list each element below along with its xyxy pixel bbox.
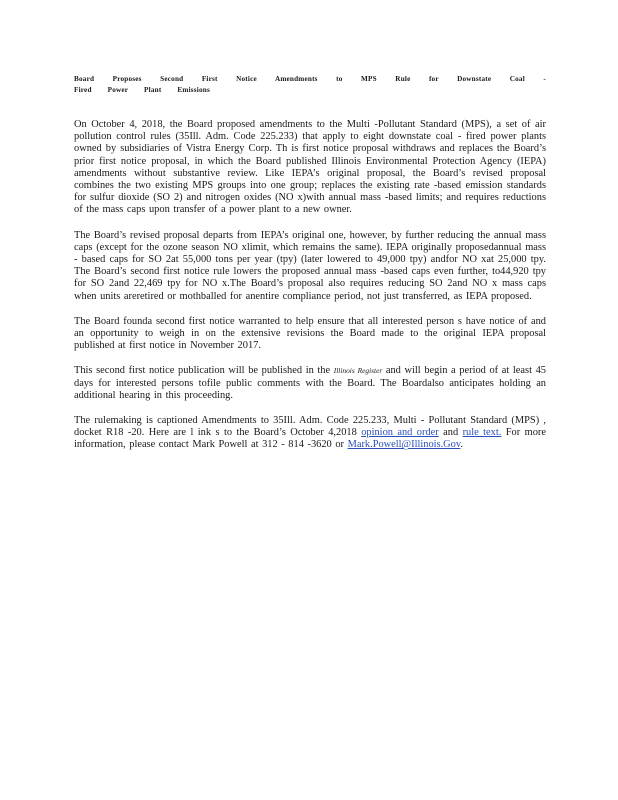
paragraph-publication (74, 365, 546, 402)
document-title: Board Proposes Second First Notice Amendments to MPS Rule for Downstate Coal - Fired Power Plant Emissions (74, 75, 546, 94)
publication-text-before: This second first notice publication will be published in the (74, 365, 334, 377)
rulemaking-text-and: and (438, 427, 463, 439)
rule-text-link[interactable]: rule text. (462, 427, 502, 439)
contact-email-link[interactable]: Mark.Powell@Illinois.Gov (347, 439, 461, 451)
rulemaking-text-end: . (460, 439, 463, 451)
paragraph-second-notice: The Board founda second first notice warranted to help ensure that all interested person s have notice of and an opportunity to weigh in on the extensive revisions the Board made to the original IEPA proposal published at first notice in November 2017. (74, 315, 546, 352)
document-page (74, 74, 546, 464)
rulemaking-text-before: The rulemaking is captioned Amendments to 35Ill. Adm. Code 225.233, Multi - Pollutant Standard (MPS) , docket R18 -20. Here are l ink s to the Board’s October 4,2018 (74, 415, 546, 439)
paragraph-rulemaking (74, 415, 546, 452)
rulemaking-text-middle: For more information, please contact Mark Powell at 312 - 814 -3620 or (74, 427, 546, 451)
illinois-register-title: Illinois Register (333, 366, 383, 376)
paragraph-revised-proposal: The Board’s revised proposal departs from IEPA’s original one, however, by further reducing the annual mass caps (except for the ozone season NO xlimit, which remains the same). IEPA originally proposedannual mass - based caps for SO 2at 55,000 tons per year (tpy) (later lowered to 49,000 tpy) andfor NO xat 25,000 tpy. The Board’s second first notice rule lowers the proposed annual mass -based caps even further, to44,920 tpy for SO 2and 22,469 tpy for NO x.The Board’s proposal also requires reducing SO 2and NO x mass caps when units areretired or mothballed for anentire compliance period, not just transferred, as IEPA proposed. (74, 229, 546, 302)
paragraph-intro: On October 4, 2018, the Board proposed amendments to the Multi -Pollutant Standard (MPS), a set of air pollution control rules (35Ill. Adm. Code 225.233) that apply to eight downstate coal - fired power plants owned by subsidiaries of Vistra Energy Corp. Th is first notice proposal withdraws and replaces the Board’s prior first notice proposal, in which the Board published Illinois Environmental Protection Agency (IEPA) amendments without substantive review. Like IEPA’s original proposal, the Board’s revised proposal combines the two existing MPS groups into one group; replaces the existing rate -based emission standards for sulfur dioxide (SO 2) and nitrogen oxides (NO x)with annual mass -based limits; and requires reductions of the mass caps upon transfer of a power plant to a new owner. (74, 119, 546, 216)
publication-text-after: and will begin a period of at least 45 days for interested persons tofile public comments with the Board. The Boardalso anticipates holding an additional hearing in this proceeding. (74, 365, 546, 401)
opinion-and-order-link[interactable]: opinion and order (361, 427, 439, 439)
